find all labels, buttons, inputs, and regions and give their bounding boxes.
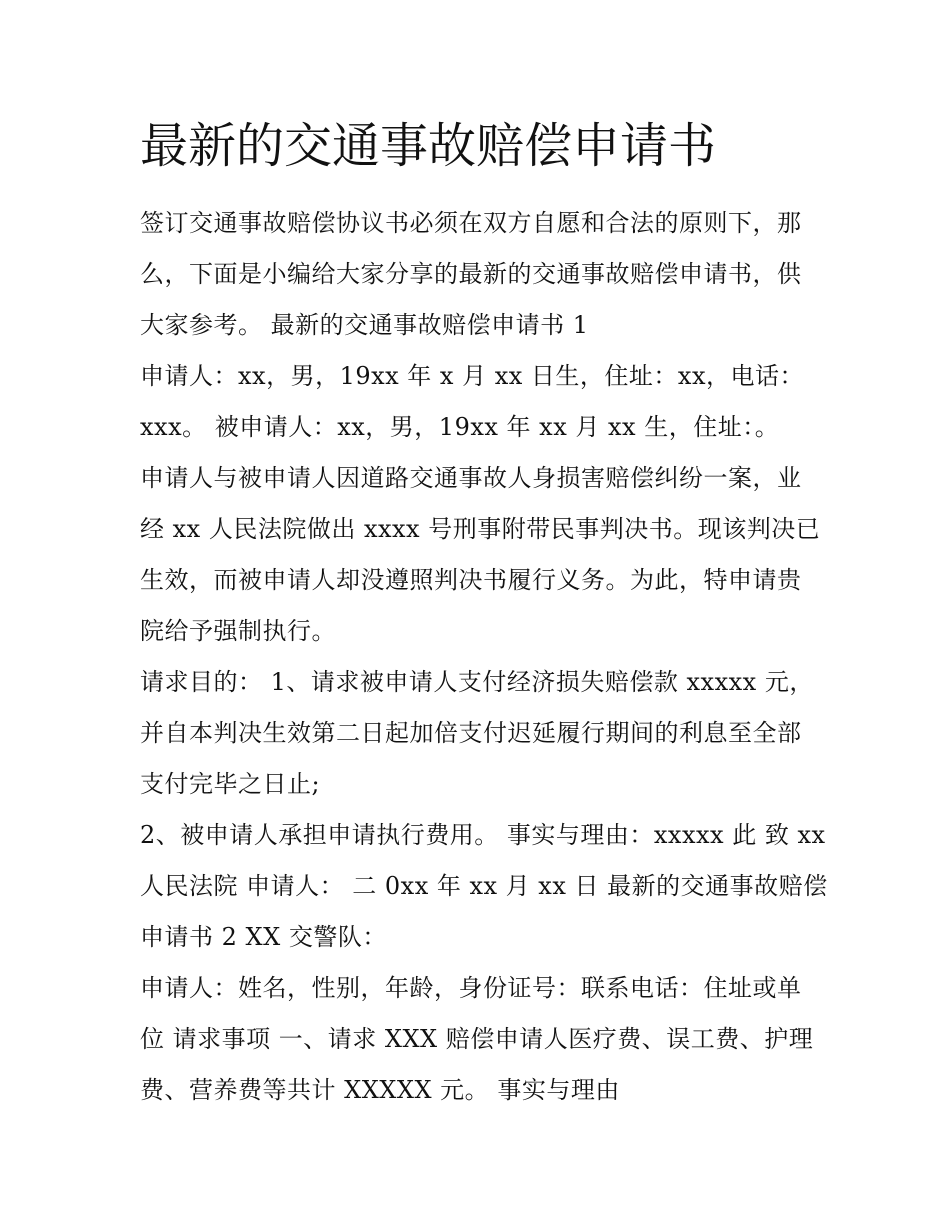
paragraph-line: 位 请求事项 一、请求 XXX 赔偿申请人医疗费、误工费、护理 bbox=[140, 1025, 814, 1053]
paragraph-line: 申请人：姓名，性别，年龄，身份证号：联系电话：住址或单 bbox=[140, 974, 802, 1002]
paragraph-line: 么，下面是小编给大家分享的最新的交通事故赔偿申请书，供 bbox=[140, 260, 802, 288]
paragraph-line: 支付完毕之日止; bbox=[140, 770, 321, 798]
paragraph-line: 经 xx 人民法院做出 xxxx 号刑事附带民事判决书。现该判决已 bbox=[140, 515, 821, 543]
paragraph-line: 费、营养费等共计 XXXXX 元。 事实与理由 bbox=[140, 1076, 620, 1104]
paragraph-line: 人民法院 申请人： 二 0xx 年 xx 月 xx 日 最新的交通事故赔偿 bbox=[140, 872, 828, 900]
document-title: 最新的交通事故赔偿申请书 bbox=[140, 118, 717, 174]
paragraph-line: 申请人：xx，男，19xx 年 x 月 xx 日生，住址：xx，电话： bbox=[140, 362, 804, 390]
paragraph-line: 签订交通事故赔偿协议书必须在双方自愿和合法的原则下，那 bbox=[140, 209, 802, 237]
paragraph-line: 并自本判决生效第二日起加倍支付迟延履行期间的利息至全部 bbox=[140, 719, 802, 747]
paragraph-line: xxx。 被申请人：xx，男，19xx 年 xx 月 xx 生，住址：。 bbox=[140, 413, 780, 441]
paragraph-line: 请求目的： 1、请求被申请人支付经济损失赔偿款 xxxxx 元， bbox=[140, 668, 814, 696]
paragraph-line: 大家参考。 最新的交通事故赔偿申请书 1 bbox=[140, 311, 589, 339]
paragraph-line: 申请书 2 XX 交警队： bbox=[140, 923, 387, 951]
paragraph-line: 2、被申请人承担申请执行费用。 事实与理由：xxxxx 此 致 xx bbox=[140, 821, 826, 849]
paragraph-line: 院给予强制执行。 bbox=[140, 617, 336, 645]
paragraph-line: 生效，而被申请人却没遵照判决书履行义务。为此，特申请贵 bbox=[140, 566, 802, 594]
paragraph-line: 申请人与被申请人因道路交通事故人身损害赔偿纠纷一案，业 bbox=[140, 464, 802, 492]
